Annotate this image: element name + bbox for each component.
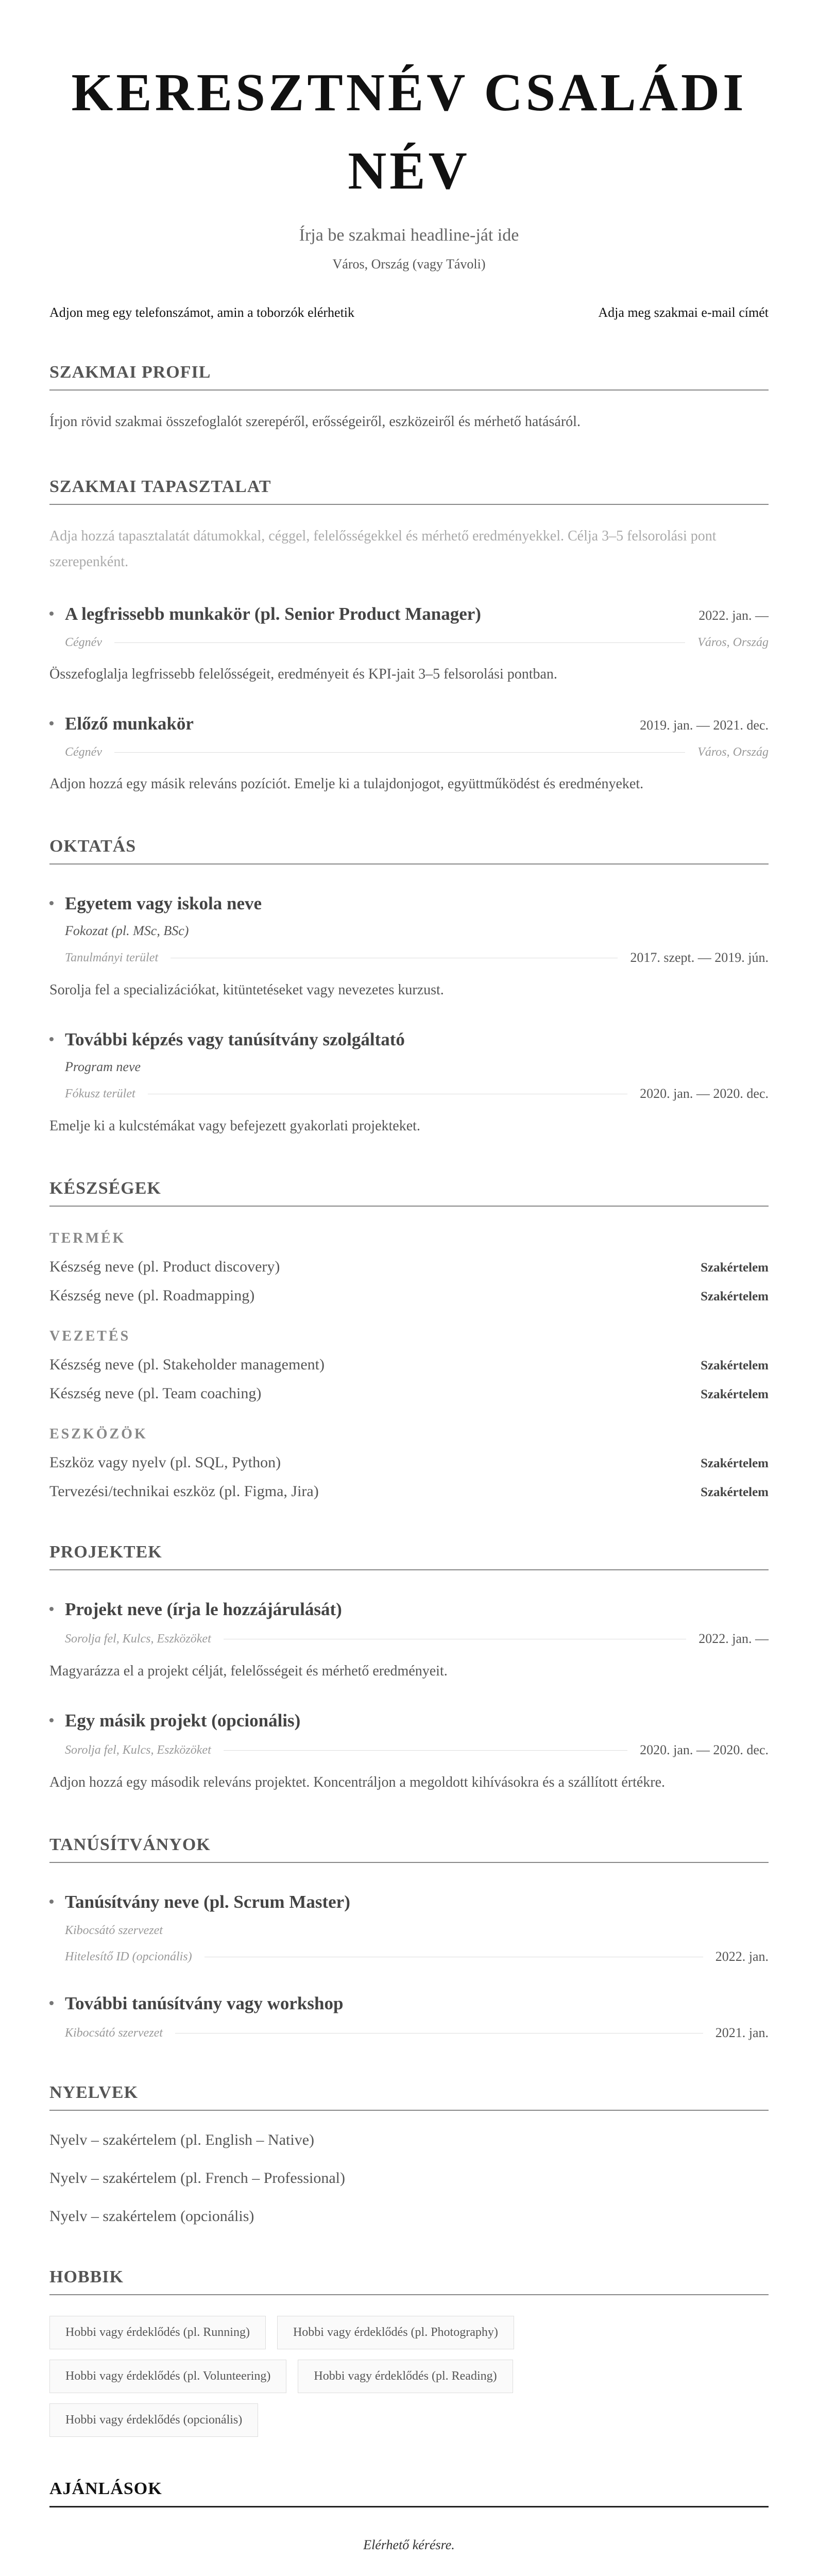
skill-name: Készség neve (pl. Team coaching): [49, 1385, 262, 1402]
profile-summary: Írjon rövid szakmai összefoglalót szerepéről, erősségeiről, eszközeiről és mérhető hatásáról.: [49, 414, 581, 430]
divider-line: [224, 1750, 627, 1751]
projects-section: [49, 1543, 769, 1793]
language-item: Nyelv – szakértelem (opcionális): [49, 2208, 254, 2225]
program-name: Program neve: [65, 1059, 141, 1074]
project-name: Projekt neve (írja le hozzájárulását): [65, 1599, 342, 1619]
section-title-profile: SZAKMAI PROFIL: [49, 363, 769, 391]
skill-level: Szakértelem: [701, 1290, 769, 1303]
education-description: Sorolja fel a specializációkat, kitüntetéseket vagy nevezetes kurzust.: [49, 982, 444, 998]
skill-group: [49, 1426, 769, 1500]
certifications-section: [49, 1835, 769, 2041]
email-address[interactable]: Adja meg szakmai e-mail címét: [598, 305, 769, 320]
job-location: Város, Ország: [697, 745, 769, 759]
job-description: Összefoglalja legfrissebb felelősségeit, eredményeit és KPI-jait 3–5 felsorolási pontban.: [49, 666, 557, 682]
hobby-chip: Hobbi vagy érdeklődés (pl. Reading): [298, 2360, 513, 2393]
project-date: 2022. jan. —: [698, 1631, 769, 1646]
language-item: Nyelv – szakértelem (pl. French – Professional): [49, 2170, 345, 2187]
skill-row: [49, 1356, 769, 1374]
skill-row: [49, 1287, 769, 1304]
skill-row: [49, 1258, 769, 1276]
project-meta: Sorolja fel, Kulcs, Eszközöket: [65, 1743, 211, 1757]
certification-entry: [49, 1892, 769, 1964]
company-name: Cégnév: [65, 745, 102, 759]
hobby-chip: Hobbi vagy érdeklődés (pl. Running): [49, 2316, 266, 2349]
location: Város, Ország (vagy Távoli): [332, 257, 486, 272]
skills-section: [49, 1179, 769, 1500]
hobby-chip: Hobbi vagy érdeklődés (pl. Photography): [277, 2316, 514, 2349]
education-entry: [49, 893, 769, 1001]
full-name: KERESZTNÉV CSALÁDI NÉV: [71, 63, 747, 200]
section-title-experience: SZAKMAI TAPASZTALAT: [49, 477, 769, 505]
experience-entry: [49, 714, 769, 794]
project-meta: Sorolja fel, Kulcs, Eszközöket: [65, 1632, 211, 1646]
focus-field: Fókusz terület: [65, 1087, 135, 1100]
skill-group: [49, 1230, 769, 1304]
experience-section: [49, 477, 769, 794]
divider-line: [114, 752, 685, 753]
credential-id: Hitelesítő ID (opcionális): [65, 1950, 192, 1963]
skill-row: [49, 1483, 769, 1500]
experience-entry: [49, 604, 769, 685]
skill-level: Szakértelem: [701, 1456, 769, 1470]
education-date: 2017. szept. — 2019. jún.: [630, 950, 769, 965]
skill-name: Tervezési/technikai eszköz (pl. Figma, Jira): [49, 1483, 319, 1500]
section-title-education: OKTATÁS: [49, 837, 769, 865]
project-name: Egy másik projekt (opcionális): [65, 1710, 301, 1731]
section-title-hobbies: HOBBIK: [49, 2267, 769, 2295]
skill-category: TERMÉK: [49, 1230, 126, 1246]
profile-section: [49, 363, 769, 435]
project-entry: [49, 1599, 769, 1682]
project-date: 2020. jan. — 2020. dec.: [640, 1742, 769, 1757]
professional-headline: Írja be szakmai headline-ját ide: [299, 226, 519, 245]
job-description: Adjon hozzá egy másik releváns pozíciót. Emelje ki a tulajdonjogot, együttműködést és eredményeket.: [49, 776, 644, 792]
skill-level: Szakértelem: [701, 1359, 769, 1372]
bullet-icon: [49, 2001, 54, 2005]
project-entry: [49, 1710, 769, 1793]
certification-name: Tanúsítvány neve (pl. Scrum Master): [65, 1892, 350, 1912]
issuer: Kibocsátó szervezet: [65, 1924, 163, 1937]
company-name: Cégnév: [65, 636, 102, 649]
certification-entry: [49, 1993, 769, 2041]
project-description: Magyarázza el a projekt célját, felelősségeit és mérhető eredményeit.: [49, 1663, 448, 1679]
skill-row: [49, 1385, 769, 1402]
language-item: Nyelv – szakértelem (pl. English – Native): [49, 2131, 315, 2148]
skill-category: ESZKÖZÖK: [49, 1426, 148, 1442]
divider-line: [114, 642, 685, 643]
hobby-list: [49, 2316, 616, 2437]
skill-level: Szakértelem: [701, 1261, 769, 1275]
issuer: Kibocsátó szervezet: [65, 2026, 163, 2040]
phone-number[interactable]: Adjon meg egy telefonszámot, amin a toborzók elérhetik: [49, 305, 355, 320]
hobby-chip: Hobbi vagy érdeklődés (opcionális): [49, 2403, 258, 2437]
section-title-languages: NYELVEK: [49, 2083, 769, 2111]
bullet-icon: [49, 1718, 54, 1722]
skill-group: [49, 1328, 769, 1402]
job-date: 2022. jan. —: [698, 608, 769, 623]
education-section: [49, 837, 769, 1137]
education-description: Emelje ki a kulcstémákat vagy befejezett gyakorlati projekteket.: [49, 1118, 420, 1134]
skill-name: Eszköz vagy nyelv (pl. SQL, Python): [49, 1454, 281, 1471]
contact-row: [49, 305, 769, 320]
bullet-icon: [49, 612, 54, 616]
degree: Fokozat (pl. MSc, BSc): [65, 923, 189, 938]
job-location: Város, Ország: [697, 636, 769, 649]
bullet-icon: [49, 1607, 54, 1611]
section-title-certifications: TANÚSÍTVÁNYOK: [49, 1835, 769, 1863]
job-title: Előző munkakör: [65, 714, 194, 734]
resume-header: [49, 54, 769, 320]
study-field: Tanulmányi terület: [65, 951, 159, 964]
school-name: Egyetem vagy iskola neve: [65, 893, 262, 913]
skill-level: Szakértelem: [701, 1485, 769, 1499]
hobbies-section: [49, 2267, 769, 2437]
job-title: A legfrissebb munkakör (pl. Senior Product Manager): [65, 604, 481, 624]
experience-hint: Adja hozzá tapasztalatát dátumokkal, céggel, felelősségekkel és mérhető eredményekkel. Célja 3–5 felsorolási pont szerepenként.: [49, 528, 717, 570]
certification-date: 2022. jan.: [715, 1949, 769, 1964]
skill-row: [49, 1454, 769, 1471]
education-entry: [49, 1029, 769, 1137]
job-date: 2019. jan. — 2021. dec.: [640, 718, 769, 733]
school-name: További képzés vagy tanúsítvány szolgáltató: [65, 1029, 405, 1049]
skill-name: Készség neve (pl. Stakeholder management): [49, 1356, 325, 1373]
skill-name: Készség neve (pl. Roadmapping): [49, 1287, 255, 1304]
education-date: 2020. jan. — 2020. dec.: [640, 1086, 769, 1101]
certification-date: 2021. jan.: [715, 2025, 769, 2040]
skill-level: Szakértelem: [701, 1387, 769, 1401]
skill-name: Készség neve (pl. Product discovery): [49, 1258, 280, 1275]
section-title-references: AJÁNLÁSOK: [49, 2479, 769, 2507]
languages-section: [49, 2083, 769, 2225]
section-title-projects: PROJEKTEK: [49, 1543, 769, 1570]
bullet-icon: [49, 1900, 54, 1904]
references-text: Elérhető kérésre.: [363, 2537, 455, 2552]
section-title-skills: KÉSZSÉGEK: [49, 1179, 769, 1207]
skill-category: VEZETÉS: [49, 1328, 131, 1344]
project-description: Adjon hozzá egy második releváns projektet. Koncentráljon a megoldott kihívásokra és a szállított értékre.: [49, 1774, 666, 1790]
hobby-chip: Hobbi vagy érdeklődés (pl. Volunteering): [49, 2360, 286, 2393]
bullet-icon: [49, 901, 54, 905]
bullet-icon: [49, 721, 54, 725]
references-section: [49, 2479, 769, 2553]
certification-name: További tanúsítvány vagy workshop: [65, 1993, 344, 2013]
bullet-icon: [49, 1037, 54, 1041]
